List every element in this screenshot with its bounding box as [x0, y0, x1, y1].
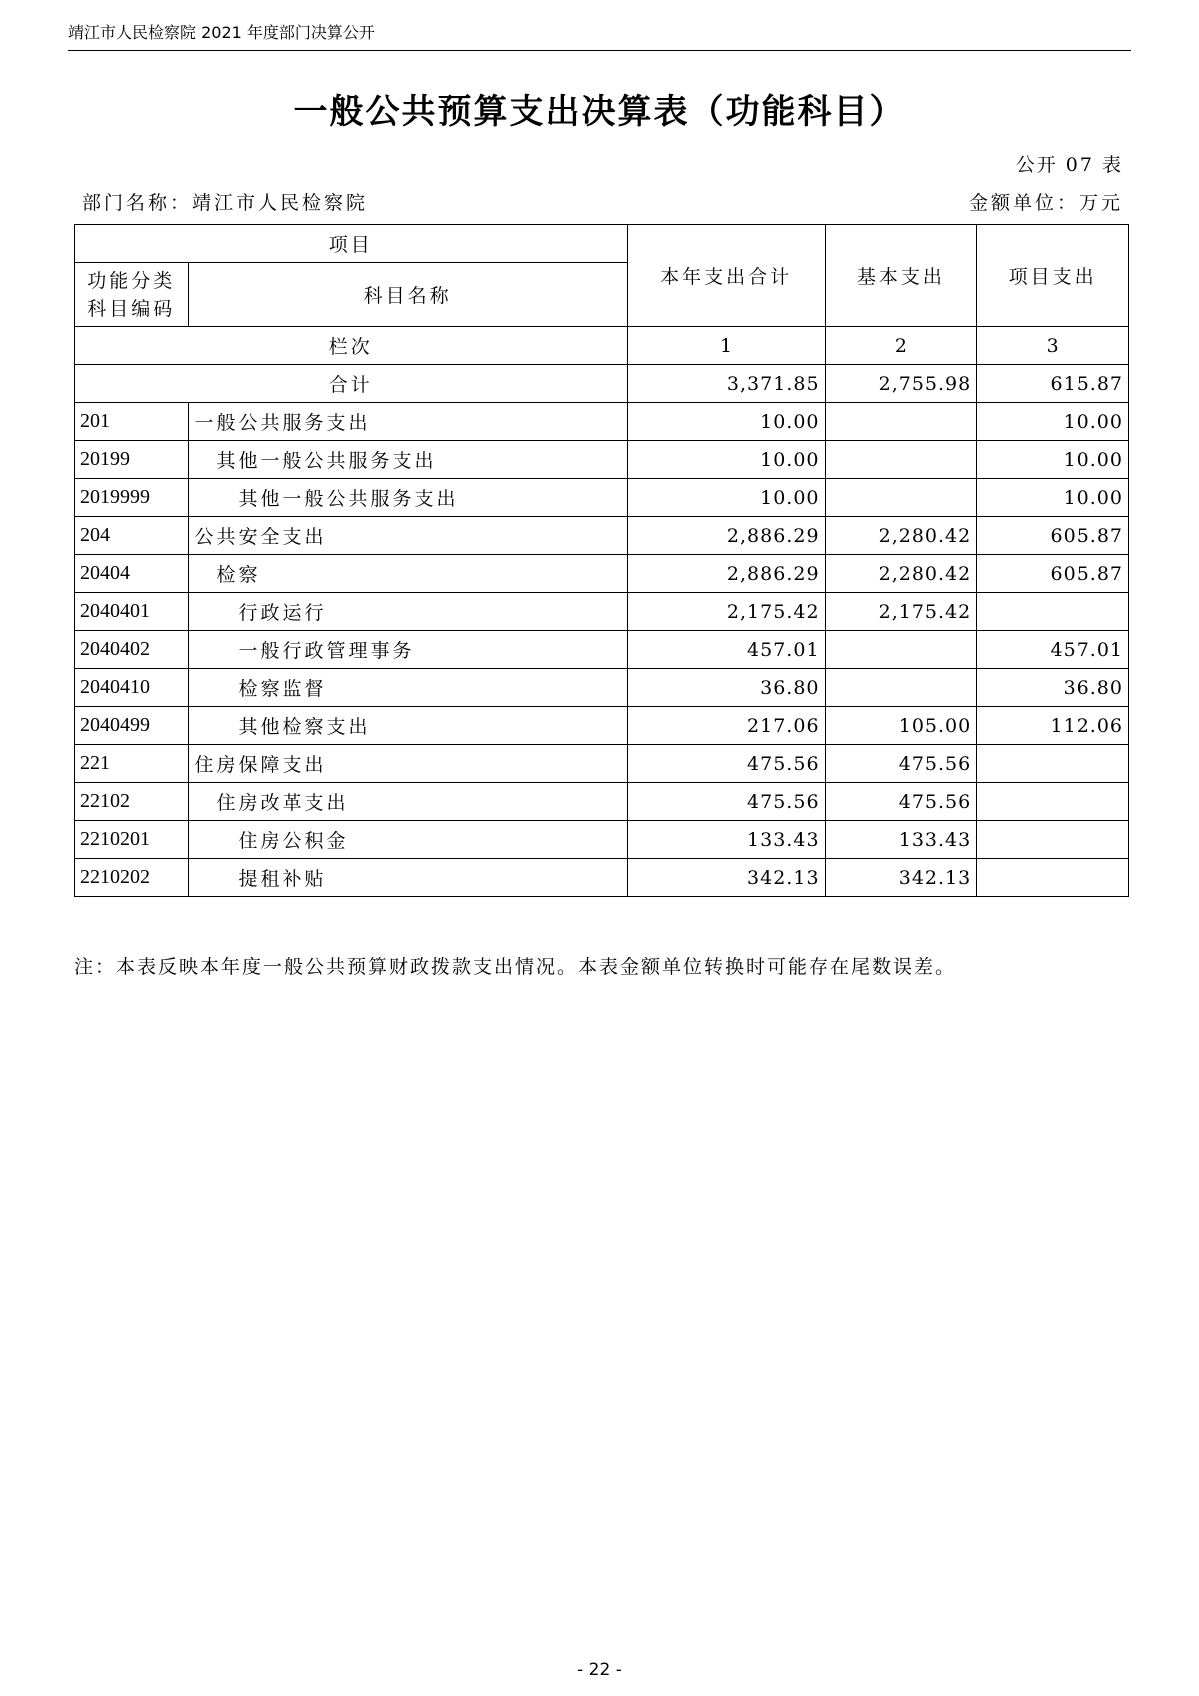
row-name: 其他检察支出: [188, 707, 627, 745]
header-item: 项目: [75, 225, 628, 263]
row-basic: 2,175.42: [825, 593, 977, 631]
row-name: 行政运行: [188, 593, 627, 631]
amount-unit: 金额单位：万元: [968, 192, 1123, 214]
row-name: 其他一般公共服务支出: [188, 479, 627, 517]
sum-total: 3,371.85: [627, 365, 825, 403]
row-project: 605.87: [977, 517, 1129, 555]
row-code: 2040499: [75, 707, 189, 745]
row-code: 2040401: [75, 593, 189, 631]
table-row: [75, 707, 1129, 745]
row-basic: [825, 669, 977, 707]
header-code-line1: 功能分类: [87, 269, 176, 292]
row-total: 10.00: [627, 441, 825, 479]
row-total: 475.56: [627, 783, 825, 821]
table-row: [75, 631, 1129, 669]
table-row: [75, 821, 1129, 859]
sum-row: [75, 365, 1129, 403]
row-basic: 2,280.42: [825, 555, 977, 593]
row-project: 605.87: [977, 555, 1129, 593]
column-index-3: 3: [977, 327, 1129, 365]
row-total: 457.01: [627, 631, 825, 669]
row-basic: 475.56: [825, 783, 977, 821]
row-project: [977, 593, 1129, 631]
row-code: 20404: [75, 555, 189, 593]
sum-basic: 2,755.98: [825, 365, 977, 403]
row-total: 2,175.42: [627, 593, 825, 631]
row-total: 10.00: [627, 479, 825, 517]
row-name: 检察: [188, 555, 627, 593]
row-name: 其他一般公共服务支出: [188, 441, 627, 479]
row-name: 检察监督: [188, 669, 627, 707]
row-project: 36.80: [977, 669, 1129, 707]
header-code: [75, 263, 189, 327]
row-basic: [825, 403, 977, 441]
row-basic: 2,280.42: [825, 517, 977, 555]
row-project: [977, 859, 1129, 897]
row-basic: [825, 441, 977, 479]
table-row: [75, 859, 1129, 897]
header-code-line2: 科目编码: [87, 297, 176, 320]
column-index-2: 2: [825, 327, 977, 365]
table-body: [75, 403, 1129, 897]
row-total: 2,886.29: [627, 517, 825, 555]
row-project: 457.01: [977, 631, 1129, 669]
table-row: [75, 441, 1129, 479]
row-basic: 475.56: [825, 745, 977, 783]
column-index-1: 1: [627, 327, 825, 365]
row-name: 一般行政管理事务: [188, 631, 627, 669]
row-total: 2,886.29: [627, 555, 825, 593]
header-row-top: [75, 225, 1129, 263]
header-basic: 基本支出: [825, 225, 977, 327]
row-total: 133.43: [627, 821, 825, 859]
row-code: 204: [75, 517, 189, 555]
table-row: [75, 783, 1129, 821]
row-name: 提租补贴: [188, 859, 627, 897]
row-project: 10.00: [977, 403, 1129, 441]
row-total: 36.80: [627, 669, 825, 707]
row-basic: [825, 479, 977, 517]
expenditure-table: [74, 224, 1129, 897]
row-total: 475.56: [627, 745, 825, 783]
row-name: 住房公积金: [188, 821, 627, 859]
header-project: 项目支出: [977, 225, 1129, 327]
row-basic: 342.13: [825, 859, 977, 897]
header-total: 本年支出合计: [627, 225, 825, 327]
running-header: [68, 22, 1131, 51]
table-row: [75, 593, 1129, 631]
row-code: 2019999: [75, 479, 189, 517]
row-project: 10.00: [977, 441, 1129, 479]
table-row: [75, 555, 1129, 593]
row-project: [977, 821, 1129, 859]
table-row: [75, 669, 1129, 707]
table-row: [75, 745, 1129, 783]
form-number: 公开 07 表: [1015, 154, 1123, 176]
row-code: 221: [75, 745, 189, 783]
row-project: [977, 783, 1129, 821]
row-project: [977, 745, 1129, 783]
row-project: 112.06: [977, 707, 1129, 745]
page-number: - 22 -: [577, 1660, 622, 1680]
row-total: 217.06: [627, 707, 825, 745]
row-total: 342.13: [627, 859, 825, 897]
header-subject-name: 科目名称: [188, 263, 627, 327]
row-total: 10.00: [627, 403, 825, 441]
row-code: 2210201: [75, 821, 189, 859]
row-name: 公共安全支出: [188, 517, 627, 555]
row-basic: [825, 631, 977, 669]
row-code: 2040402: [75, 631, 189, 669]
column-index-label: 栏次: [75, 327, 628, 365]
table-note: 注：本表反映本年度一般公共预算财政拨款支出情况。本表金额单位转换时可能存在尾数误差。: [74, 956, 957, 978]
sum-label: 合计: [75, 365, 628, 403]
row-code: 22102: [75, 783, 189, 821]
row-basic: 133.43: [825, 821, 977, 859]
row-name: 住房改革支出: [188, 783, 627, 821]
row-code: 2040410: [75, 669, 189, 707]
row-basic: 105.00: [825, 707, 977, 745]
table-row: [75, 479, 1129, 517]
row-code: 2210202: [75, 859, 189, 897]
row-name: 住房保障支出: [188, 745, 627, 783]
row-code: 20199: [75, 441, 189, 479]
table-row: [75, 403, 1129, 441]
row-code: 201: [75, 403, 189, 441]
department-name: 部门名称：靖江市人民检察院: [82, 192, 369, 214]
row-name: 一般公共服务支出: [188, 403, 627, 441]
row-project: 10.00: [977, 479, 1129, 517]
table-row: [75, 517, 1129, 555]
sum-project: 615.87: [977, 365, 1129, 403]
running-header-title: 靖江市人民检察院 2021 年度部门决算公开: [68, 23, 375, 42]
column-index-row: [75, 327, 1129, 365]
page-title: 一般公共预算支出决算表（功能科目）: [293, 92, 906, 132]
